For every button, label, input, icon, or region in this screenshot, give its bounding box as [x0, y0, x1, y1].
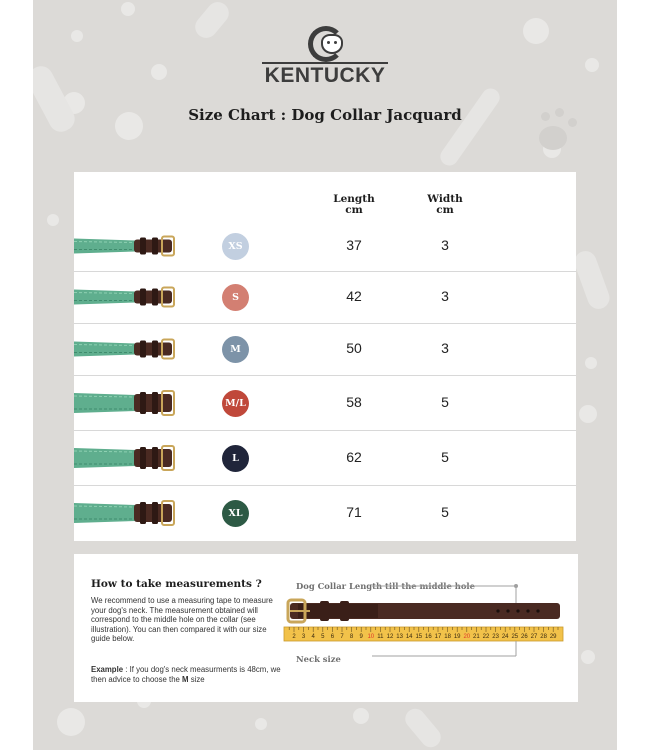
width-header-unit: cm	[436, 204, 454, 216]
size-label: L	[232, 453, 239, 464]
width-value: 3	[441, 340, 449, 356]
ruler-number: 9	[359, 634, 363, 640]
size-row-s	[74, 271, 576, 323]
ruler-number: 20	[463, 634, 471, 640]
ruler-number: 13	[396, 634, 403, 640]
length-header-label: Length	[333, 193, 375, 205]
measurement-title: How to take measurements ?	[91, 578, 262, 590]
length-header-unit: cm	[345, 204, 363, 216]
ruler-number: 14	[405, 634, 413, 640]
ruler-number: 3	[301, 634, 306, 640]
width-value: 5	[441, 504, 449, 520]
size-badge	[222, 390, 249, 417]
example-size: M	[182, 674, 189, 684]
ruler-number: 25	[511, 634, 519, 640]
ruler-number: 28	[540, 634, 547, 640]
length-value: 37	[346, 237, 362, 253]
size-table	[74, 172, 576, 541]
ruler-number: 10	[367, 634, 375, 640]
size-row-xs	[74, 222, 576, 271]
page-title: Size Chart : Dog Collar Jacquard	[188, 106, 462, 124]
collar-image	[74, 431, 189, 486]
ruler-number: 21	[473, 634, 480, 640]
length-value: 50	[346, 340, 362, 356]
collar-image	[74, 324, 189, 376]
measurement-diagram	[280, 579, 570, 661]
ruler-number: 22	[482, 634, 490, 640]
size-badge	[222, 284, 249, 311]
size-row-xl	[74, 485, 576, 541]
brand-wordmark: KENTUCKY	[262, 62, 388, 87]
ruler-number: 2	[292, 634, 296, 640]
dog-face-icon	[321, 34, 343, 54]
ruler-number: 11	[377, 634, 384, 640]
ruler-number: 24	[501, 634, 509, 640]
ruler-number: 12	[386, 634, 394, 640]
size-badge	[222, 445, 249, 472]
size-label: XS	[228, 241, 243, 252]
width-value: 3	[441, 288, 449, 304]
ruler-number: 8	[349, 634, 354, 640]
size-label: M/L	[225, 398, 246, 409]
size-badge	[222, 336, 249, 363]
example-label: Example	[91, 665, 124, 674]
size-row-l	[74, 430, 576, 485]
ruler-number: 23	[492, 634, 499, 640]
ruler-number: 4	[311, 634, 315, 640]
measurement-example	[91, 665, 281, 684]
ruler-number: 17	[434, 634, 442, 640]
ruler-number: 18	[444, 634, 451, 640]
width-header-label: Width	[427, 193, 463, 205]
measuring-tape	[284, 627, 563, 641]
ruler-number: 27	[530, 634, 538, 640]
size-label: S	[232, 292, 239, 303]
ruler-number: 29	[549, 634, 557, 640]
width-value: 5	[441, 394, 449, 410]
size-row-m-l	[74, 375, 576, 430]
size-label: XL	[228, 508, 243, 519]
length-value: 58	[346, 394, 362, 410]
collar-image	[74, 272, 189, 324]
length-value: 62	[346, 449, 362, 465]
collar-image	[74, 376, 189, 431]
example-text: : If you dog's neck measurments is 48cm, we then advice to choose the	[91, 665, 281, 684]
ruler-number: 16	[425, 634, 432, 640]
size-badge	[222, 500, 249, 527]
collar-image	[74, 222, 189, 271]
collar-image	[74, 486, 189, 542]
size-row-m	[74, 323, 576, 375]
measurement-instructions: We recommend to use a measuring tape to measure your dog's neck. The measurement obtained will correspond to the middle hole on the collar (see illustration). You can then compared it with our size guide below.	[91, 596, 273, 644]
ruler-number: 6	[330, 634, 335, 640]
length-value: 71	[346, 504, 362, 520]
width-value: 5	[441, 449, 449, 465]
ruler-number: 26	[521, 634, 528, 640]
length-column-header	[319, 194, 389, 216]
collar-length-label: Dog Collar Length till the middle hole	[296, 581, 475, 591]
ruler-number: 5	[321, 634, 325, 640]
width-value: 3	[441, 237, 449, 253]
width-column-header	[410, 194, 480, 216]
leather-collar-illustration	[288, 600, 560, 622]
neck-size-label: Neck size	[296, 654, 341, 664]
ruler-number: 19	[453, 634, 461, 640]
ruler-number: 15	[415, 634, 423, 640]
example-end: size	[188, 674, 205, 684]
size-label: M	[230, 344, 241, 355]
measurement-section	[74, 554, 578, 702]
size-badge	[222, 233, 249, 260]
brand-logo[interactable]	[262, 26, 388, 88]
ruler-number: 7	[340, 634, 344, 640]
length-value: 42	[346, 288, 362, 304]
